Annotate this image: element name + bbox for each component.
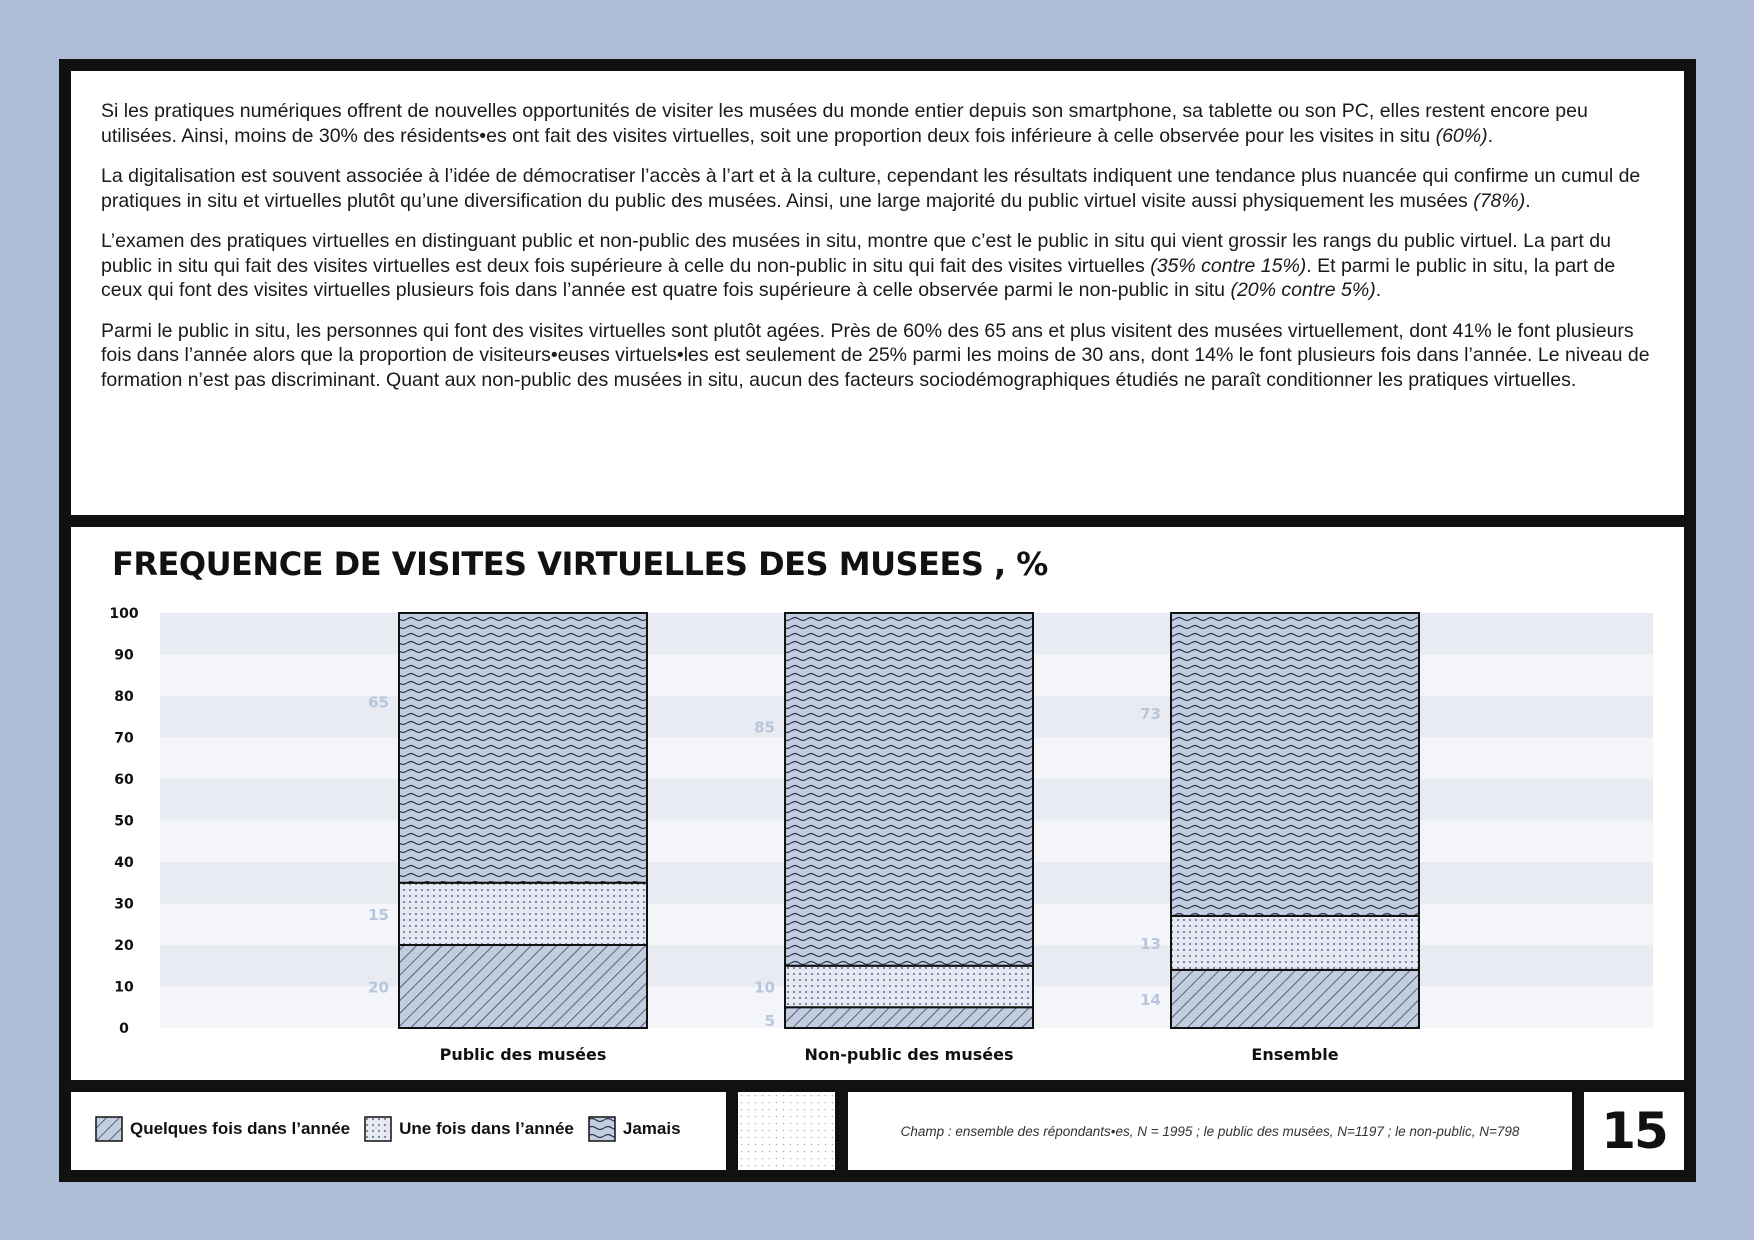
bar-value-label: 14 <box>1140 990 1161 1009</box>
bar-value-label: 5 <box>764 1012 775 1030</box>
text-panel <box>71 71 1684 515</box>
y-axis <box>109 606 138 1037</box>
legend-item-une-fois <box>364 1116 574 1142</box>
bar-segment <box>399 613 647 883</box>
text-body <box>101 99 1661 408</box>
y-tick-label: 10 <box>114 979 134 996</box>
bar-segment <box>785 1007 1033 1028</box>
bar-value-label: 13 <box>1140 934 1161 953</box>
y-tick-label: 50 <box>114 813 134 830</box>
bar-value-label: 85 <box>754 718 775 737</box>
y-tick-label: 20 <box>114 938 134 954</box>
stacked-bar-chart <box>71 527 1684 1080</box>
y-tick-label: 40 <box>114 855 134 871</box>
decorative-dot-panel <box>738 1092 835 1170</box>
legend-panel <box>71 1092 726 1170</box>
y-tick-label: 60 <box>114 772 134 788</box>
legend-label: Une fois dans l’année <box>399 1119 574 1138</box>
bar-value-label: 15 <box>368 905 389 924</box>
bar-value-label: 73 <box>1140 705 1161 724</box>
bar-segment <box>1171 916 1419 970</box>
bar-segment <box>1171 613 1419 916</box>
wave-swatch-icon <box>588 1116 616 1142</box>
diagonal-hatch-swatch-icon <box>95 1116 123 1142</box>
legend-label: Quelques fois dans l’année <box>130 1119 351 1138</box>
page-number-panel <box>1584 1092 1684 1170</box>
x-axis <box>440 1045 1339 1064</box>
bar-value-label: 65 <box>368 693 389 712</box>
y-tick-label: 30 <box>114 896 134 913</box>
y-tick-label: 80 <box>114 689 134 705</box>
bar-segment <box>399 945 647 1028</box>
bars <box>368 613 1419 1030</box>
bar-value-label: 20 <box>368 978 389 997</box>
y-tick-label: 90 <box>114 647 134 664</box>
chart-panel <box>71 527 1684 1080</box>
bar-segment <box>785 613 1033 966</box>
source-note: Champ : ensemble des répondants•es, N = 1995 ; le public des musées, N=1197 ; le non-public, N=798 <box>900 1123 1520 1139</box>
bar-segment <box>399 883 647 945</box>
category-label: Ensemble <box>1251 1045 1339 1064</box>
paragraph-1: Si les pratiques numériques offrent de nouvelles opportunités de visiter les musées du monde entier depuis son smartphone, sa tablette ou son PC, elles restent encore peu utilisées. Ainsi, moins de 30% des résidents•es ont fait des visites virtuelles, soit une proportion deux fois inférieure à celle observée pour les visites in situ (60%). <box>101 100 1588 147</box>
bar-segment <box>1171 970 1419 1028</box>
page-number: 15 <box>1601 1102 1667 1160</box>
category-label: Non-public des musées <box>804 1045 1014 1064</box>
legend <box>95 1116 681 1142</box>
legend-item-quelques-fois <box>95 1116 350 1142</box>
legend-item-jamais <box>588 1116 681 1142</box>
paragraph-2: La digitalisation est souvent associée à l’idée de démocratiser l’accès à l’art et à la culture, cependant les résultats indiquent une tendance plus nuancée qui confirme un cumul de pratiques in situ et virtuelles plutôt qu’une diversification du public des musées. Ainsi, une large majorité du public virtuel visite aussi physiquement les musées (78%). <box>101 165 1641 212</box>
category-label: Public des musées <box>439 1045 607 1064</box>
dots-swatch-icon <box>364 1116 392 1142</box>
y-tick-label: 100 <box>109 606 139 622</box>
chart-title: FREQUENCE DE VISITES VIRTUELLES DES MUSEES , % <box>112 545 1048 583</box>
y-tick-label: 70 <box>114 730 134 747</box>
paragraph-4: Parmi le public in situ, les personnes qui font des visites virtuelles sont plutôt agées. Près de 60% des 65 ans et plus visitent des musées virtuellement, dont 41% le font plusieurs fois dans l’année alors que la proportion de visiteurs•euses virtuels•les est seulement de 25% parmi les moins de 30 ans, dont 14% le font plusieurs fois dans l’année. Le niveau de formation n’est pas discriminant. Quant aux non-public des musées in situ, aucun des facteurs sociodémographiques étudiés ne paraît conditionner les pratiques virtuelles. <box>101 319 1650 391</box>
legend-label: Jamais <box>622 1119 681 1138</box>
bar-segment <box>785 966 1033 1008</box>
paragraph-3: L’examen des pratiques virtuelles en distinguant public et non-public des musées in situ, montre que c’est le public in situ qui vient grossir les rangs du public virtuel. La part du public in situ qui fait des visites virtuelles est deux fois supérieure à celle du non-public in situ qui fait des visites virtuelles (35% contre 15%). Et parmi le public in situ, la part de ceux qui font des visites virtuelles plusieurs fois dans l’année est quatre fois supérieure à celle observée parmi le non-public in situ (20% contre 5%). <box>101 230 1616 301</box>
note-panel <box>848 1092 1572 1170</box>
bar-value-label: 10 <box>754 978 775 997</box>
dot-texture-icon <box>738 1092 835 1170</box>
y-tick-label: 0 <box>119 1021 129 1037</box>
